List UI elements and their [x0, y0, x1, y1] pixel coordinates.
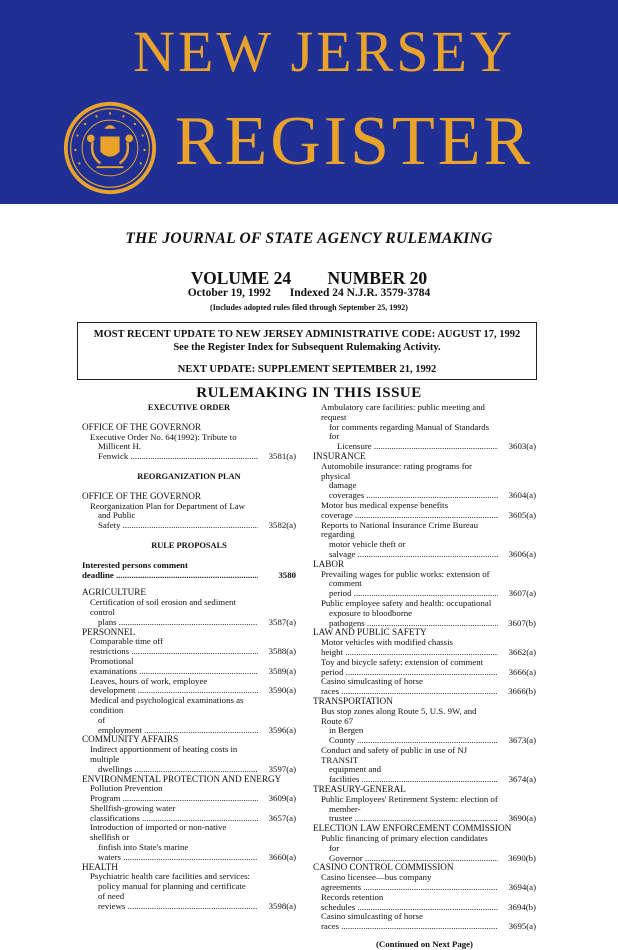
toc-entry: Indirect apportionment of heating costs in multiple dwellings ..... 3597(a): [82, 745, 296, 774]
department-label: TRANSPORTATION: [313, 695, 393, 706]
page-ref: 3581(a): [268, 451, 296, 462]
toc-entry: Shellfish-growing water classifications ..... 3657(a): [82, 804, 296, 824]
toc-entry: Casino simulcasting of horse races ..... 3695(a): [313, 912, 536, 932]
page-ref: 3588(a): [268, 646, 296, 657]
toc-entry: Ambulatory care facilities: public meeting and request for comments regarding Manual of Standards for Licensure ..... 3603(a): [313, 403, 536, 452]
toc-entry: Introduction of imported or non-native shellfish or finfish into State's marine waters ..... 3660(a): [82, 823, 296, 862]
update-line1: MOST RECENT UPDATE TO NEW JERSEY ADMINISTRATIVE CODE: AUGUST 17, 1992: [93, 329, 521, 340]
toc-entry: Public employee safety and health: occupational exposure to bloodborne pathogens ..... 3607(b): [313, 599, 536, 628]
toc-entry: Certification of soil erosion and sediment control plans ..... 3587(a): [82, 598, 296, 627]
includes-note: (Includes adopted rules filed through September 25, 1992): [210, 303, 408, 312]
page-ref: 3582(a): [268, 520, 296, 531]
page-ref: 3590(a): [268, 685, 296, 696]
toc-entry: Leaves, hours of work, employee development ..... 3590(a): [82, 677, 296, 697]
page-ref: 3607(b): [508, 617, 536, 628]
page-ref: 3673(a): [508, 735, 536, 746]
contents-left-column: [82, 403, 296, 912]
page-ref: 3690(a): [508, 813, 536, 824]
department-label: LAW AND PUBLIC SAFETY: [313, 627, 427, 638]
masthead-title-line1: NEW JERSEY: [133, 19, 515, 84]
page-ref: 3660(a): [268, 851, 296, 862]
toc-entry: Executive Order No. 64(1992): Tribute to Millicent H. Fenwick ..... 3581(a): [82, 433, 296, 462]
number: NUMBER 20: [327, 268, 428, 288]
department-label: ENVIRONMENTAL PROTECTION AND ENERGY: [82, 773, 282, 784]
page-ref: 3657(a): [268, 812, 296, 823]
toc-entry: Conduct and safety of public in use of NJ TRANSIT equipment and facilities ..... 3674(a): [313, 746, 536, 785]
page-ref: 3666(a): [508, 666, 536, 677]
toc-entry: Psychiatric health care facilities and services: policy manual for planning and certificate of need reviews ..... 3598(a): [82, 872, 296, 911]
department-label: ELECTION LAW ENFORCEMENT COMMISSION: [313, 823, 512, 834]
department-label: AGRICULTURE: [82, 587, 146, 598]
department-label: COMMUNITY AFFAIRS: [82, 734, 179, 745]
update-line3: NEXT UPDATE: SUPPLEMENT SEPTEMBER 21, 1992: [177, 364, 437, 375]
page-ref: 3603(a): [508, 441, 536, 452]
department-label: OFFICE OF THE GOVERNOR: [82, 490, 202, 501]
toc-entry: Reorganization Plan for Department of Law and Public Safety ..... 3582(a): [82, 502, 296, 531]
page-ref: 3662(a): [508, 646, 536, 657]
department-label: LABOR: [313, 558, 345, 569]
contents-right-column: [313, 403, 536, 950]
page-ref: 3589(a): [268, 665, 296, 676]
toc-entry: Pollution Prevention Program ..... 3609(a): [82, 784, 296, 804]
toc-entry: Medical and psychological examinations as condition of employment ..... 3596(a): [82, 696, 296, 735]
page-ref: 3580: [278, 569, 296, 580]
issue-date: October 19, 1992: [187, 287, 271, 299]
page-ref: 3596(a): [268, 724, 296, 735]
page-ref: 3694(b): [508, 901, 536, 912]
department-label: PERSONNEL: [82, 626, 136, 637]
update-notice-box: [77, 322, 537, 380]
toc-entry: Reports to National Insurance Crime Bureau regarding motor vehicle theft or salvage ..... 3606(a): [313, 521, 536, 560]
update-line2: See the Register Index for Subsequent Rulemaking Activity.: [173, 342, 441, 353]
toc-entry: Casino simulcasting of horse races ..... 3666(b): [313, 677, 536, 697]
department-label: HEALTH: [82, 861, 118, 872]
page-ref: 3606(a): [508, 548, 536, 559]
volume: VOLUME 24: [190, 268, 292, 288]
toc-entry: Prevailing wages for public works: extension of comment period ..... 3607(a): [313, 570, 536, 599]
toc-entry: Casino licensee—bus company agreements ..... 3694(a): [313, 873, 536, 893]
continued-note: (Continued on Next Page): [375, 939, 473, 950]
journal-subtitle: THE JOURNAL OF STATE AGENCY RULEMAKING: [125, 230, 493, 247]
toc-entry: Records retention schedules ..... 3694(b): [313, 893, 536, 913]
issue-date-line: [0, 287, 618, 299]
toc-entry: Interested persons comment deadline ..... 3580: [82, 561, 296, 581]
page-ref: 3597(a): [268, 763, 296, 774]
toc-entry: Promotional examinations ..... 3589(a): [82, 657, 296, 677]
department-label: TREASURY-GENERAL: [313, 784, 406, 795]
index-range: Indexed 24 N.J.R. 3579-3784: [289, 287, 431, 299]
toc-entry: Comparable time off restrictions ..... 3588(a): [82, 637, 296, 657]
masthead-banner: [0, 0, 618, 204]
masthead-title-line2: REGISTER: [174, 103, 534, 180]
page-ref: 3694(a): [508, 882, 536, 893]
department-label: CASINO CONTROL COMMISSION: [313, 862, 454, 873]
section-title: RULEMAKING IN THIS ISSUE: [196, 385, 422, 401]
page-ref: 3609(a): [268, 793, 296, 804]
toc-entry: Public financing of primary election candidates for Governor ..... 3690(b): [313, 834, 536, 863]
state-seal-icon: [62, 100, 158, 196]
page-ref: 3690(b): [508, 852, 536, 863]
page-ref: 3598(a): [268, 900, 296, 911]
page-ref: 3607(a): [508, 588, 536, 599]
toc-entry: Motor bus medical expense benefits coverage ..... 3605(a): [313, 501, 536, 521]
toc-entry: Bus stop zones along Route 5, U.S. 9W, and Route 67 in Bergen County ..... 3673(a): [313, 707, 536, 746]
page-ref: 3666(b): [508, 686, 536, 697]
heading-reorganization-plan: REORGANIZATION PLAN: [137, 471, 241, 481]
page-ref: 3695(a): [508, 921, 536, 932]
volume-number-line: [0, 268, 618, 289]
page-ref: 3587(a): [268, 616, 296, 627]
toc-entry: Public Employees' Retirement System: election of member-trustee ..... 3690(a): [313, 795, 536, 824]
page-ref: 3604(a): [508, 490, 536, 501]
toc-entry: Automobile insurance: rating programs for physical damage coverages ..... 3604(a): [313, 462, 536, 501]
department-label: INSURANCE: [313, 450, 366, 461]
heading-executive-order: EXECUTIVE ORDER: [147, 403, 231, 412]
page-ref: 3674(a): [508, 774, 536, 785]
toc-entry: Toy and bicycle safety: extension of comment period ..... 3666(a): [313, 658, 536, 678]
heading-rule-proposals: RULE PROPOSALS: [151, 540, 227, 550]
page-ref: 3605(a): [508, 509, 536, 520]
toc-entry: Motor vehicles with modified chassis height ..... 3662(a): [313, 638, 536, 658]
department-label: OFFICE OF THE GOVERNOR: [82, 421, 202, 432]
